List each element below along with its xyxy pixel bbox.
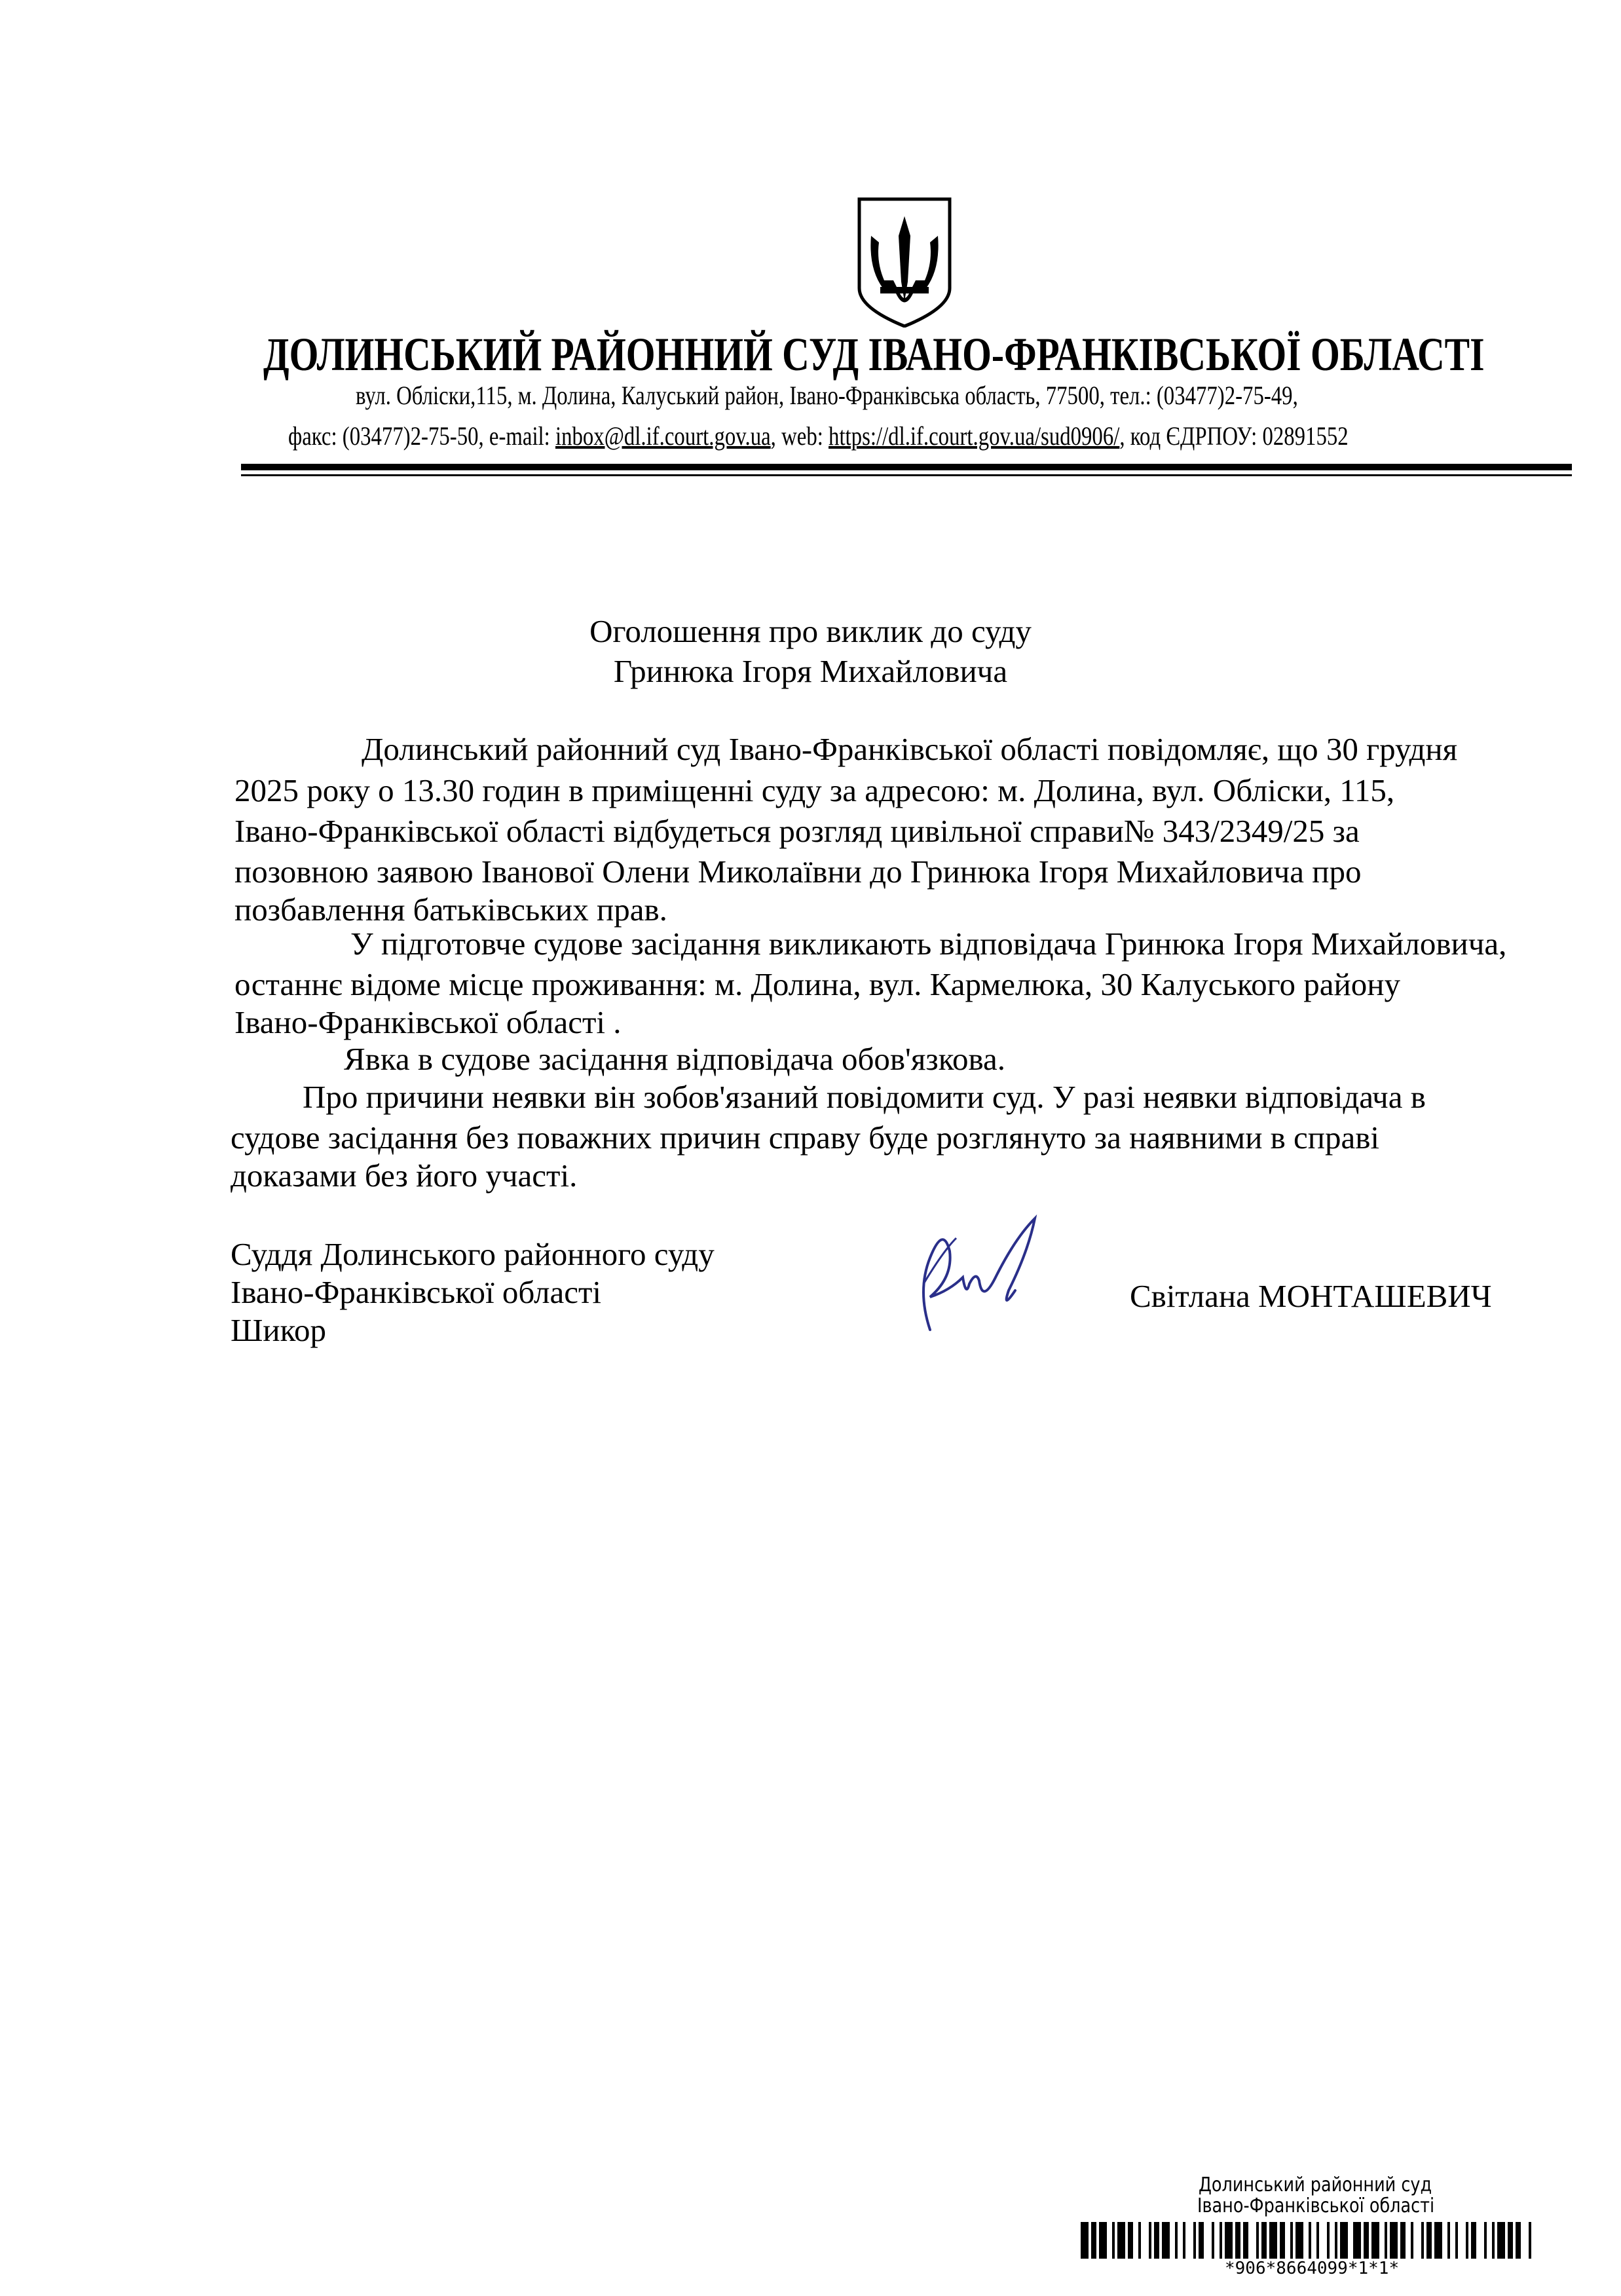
barcode-bar [1162, 2222, 1170, 2259]
paragraph1-line: Івано-Франківської області відбудеться розгляд цивільної справи№ 343/2349/25 за [234, 813, 1360, 849]
barcode-label-court: Долинський районний суд [1199, 2174, 1432, 2196]
paragraph1-line: позовною заявою Іванової Олени Миколаївни до Гринюка Ігоря Михайловича про [234, 854, 1362, 890]
barcode-bar [1371, 2222, 1379, 2259]
paragraph1-line: позбавлення батьківських прав. [234, 892, 667, 928]
barcode-bar [1175, 2222, 1178, 2259]
notice-title: Оголошення про виклик до суду [589, 613, 1032, 649]
barcode-bar [1400, 2222, 1406, 2259]
coat-of-arms-trident-icon [857, 197, 952, 328]
barcode-bar [1466, 2222, 1468, 2259]
barcode-bar [1411, 2222, 1413, 2259]
barcode-bar [1243, 2222, 1248, 2259]
paragraph2-line: У підготовче судове засідання викликають відповідача Гринюка Ігоря Михайловича, [350, 926, 1507, 962]
header-divider-thin [241, 474, 1572, 476]
paragraph2-line: останнє відоме місце проживання: м. Долина, вул. Кармелюка, 30 Калуського району [234, 966, 1400, 1002]
notice-subject: Гринюка Ігоря Михайловича [613, 653, 1008, 689]
barcode-bar [1212, 2222, 1214, 2259]
paragraph4-line: Про причини неявки він зобов'язаний повідомити суд. У разі неявки відповідача в [303, 1079, 1426, 1115]
barcode-bar [1327, 2222, 1330, 2259]
paragraph1-line: 2025 року о 13.30 годин в приміщенні суду за адресою: м. Долина, вул. Обліски, 115, [234, 772, 1395, 808]
barcode-bar [1261, 2222, 1267, 2259]
barcode-bar [1193, 2222, 1196, 2259]
barcode-bar [1256, 2222, 1259, 2259]
barcode-bar [1364, 2222, 1369, 2259]
barcode-label-region: Івано-Франківської області [1197, 2194, 1435, 2217]
barcode-bar [1335, 2222, 1337, 2259]
barcode-bar [1112, 2222, 1115, 2259]
barcode-bar [1117, 2222, 1125, 2259]
barcode-bar [1091, 2222, 1096, 2259]
barcode-bar [1390, 2222, 1398, 2259]
barcode-bar [1199, 2222, 1204, 2259]
barcode-bar [1295, 2222, 1303, 2259]
barcode-bar [1421, 2222, 1424, 2259]
barcode-bar [1309, 2222, 1311, 2259]
barcode-bar [1434, 2222, 1442, 2259]
barcode-bar [1220, 2222, 1222, 2259]
header-divider-thick [241, 464, 1572, 470]
barcode-number: *906*8664099*1*1* [1225, 2259, 1400, 2278]
barcode-bar [1447, 2222, 1450, 2259]
barcode-bar [1280, 2222, 1285, 2259]
barcode-bar [1426, 2222, 1432, 2259]
court-contacts [288, 421, 1349, 451]
court-address: вул. Обліски,115, м. Долина, Калуський район, Івано-Франківська область, 77500, тел.: (03477)2-75-49, [356, 381, 1298, 410]
barcode-bar [1183, 2222, 1185, 2259]
fax-label: факс: (03477)2-75-50, e-mail: [288, 421, 555, 451]
barcode-bar [1235, 2222, 1240, 2259]
judge-name: Світлана МОНТАШЕВИЧ [1130, 1278, 1492, 1314]
barcode-bar [1340, 2222, 1348, 2259]
barcode-bar [1497, 2222, 1505, 2259]
barcode-bar [1099, 2222, 1107, 2259]
barcode-bar [1154, 2222, 1159, 2259]
barcode-bar [1385, 2222, 1387, 2259]
court-name-heading: ДОЛИНСЬКИЙ РАЙОННИЙ СУД ІВАНО-ФРАНКІВСЬКОЇ ОБЛАСТІ [263, 328, 1485, 381]
barcode-bar [1353, 2222, 1361, 2259]
barcode-bar [1316, 2222, 1319, 2259]
barcode-bar [1484, 2222, 1487, 2259]
barcode-bar [1290, 2222, 1293, 2259]
handwritten-signature [904, 1212, 1048, 1336]
barcode-bar [1138, 2222, 1141, 2259]
barcode-bar [1149, 2222, 1151, 2259]
judge-position-line: Суддя Долинського районного суду [231, 1236, 715, 1272]
barcode-bar [1508, 2222, 1513, 2259]
paragraph3: Явка в судове засідання відповідача обов'язкова. [344, 1041, 1006, 1077]
paragraph1-line: Долинський районний суд Івано-Франківської області повідомляє, що 30 грудня [362, 731, 1458, 767]
barcode-bar [1128, 2222, 1133, 2259]
edrpou-code: , код ЄДРПОУ: 02891552 [1119, 421, 1349, 451]
barcode-bar [1455, 2222, 1458, 2259]
barcode-bar [1471, 2222, 1476, 2259]
website-link[interactable]: https://dl.if.court.gov.ua/sud0906/ [829, 421, 1120, 451]
barcode-bar [1529, 2222, 1531, 2259]
judge-position-line: Шикор [231, 1312, 326, 1348]
paragraph2-line: Івано-Франківської області . [234, 1004, 622, 1040]
barcode-bar [1225, 2222, 1233, 2259]
barcode-bar [1492, 2222, 1495, 2259]
email-link[interactable]: inbox@dl.if.court.gov.ua [555, 421, 771, 451]
paragraph4-line: судове засідання без поважних причин справу буде розглянуто за наявними в справі [231, 1120, 1380, 1156]
barcode [1081, 2222, 1536, 2259]
paragraph4-line: доказами без його участі. [231, 1157, 578, 1194]
web-label: , web: [770, 421, 829, 451]
judge-position-line: Івано-Франківської області [231, 1274, 602, 1310]
barcode-bar [1269, 2222, 1277, 2259]
barcode-bar [1516, 2222, 1521, 2259]
barcode-bar [1081, 2222, 1089, 2259]
